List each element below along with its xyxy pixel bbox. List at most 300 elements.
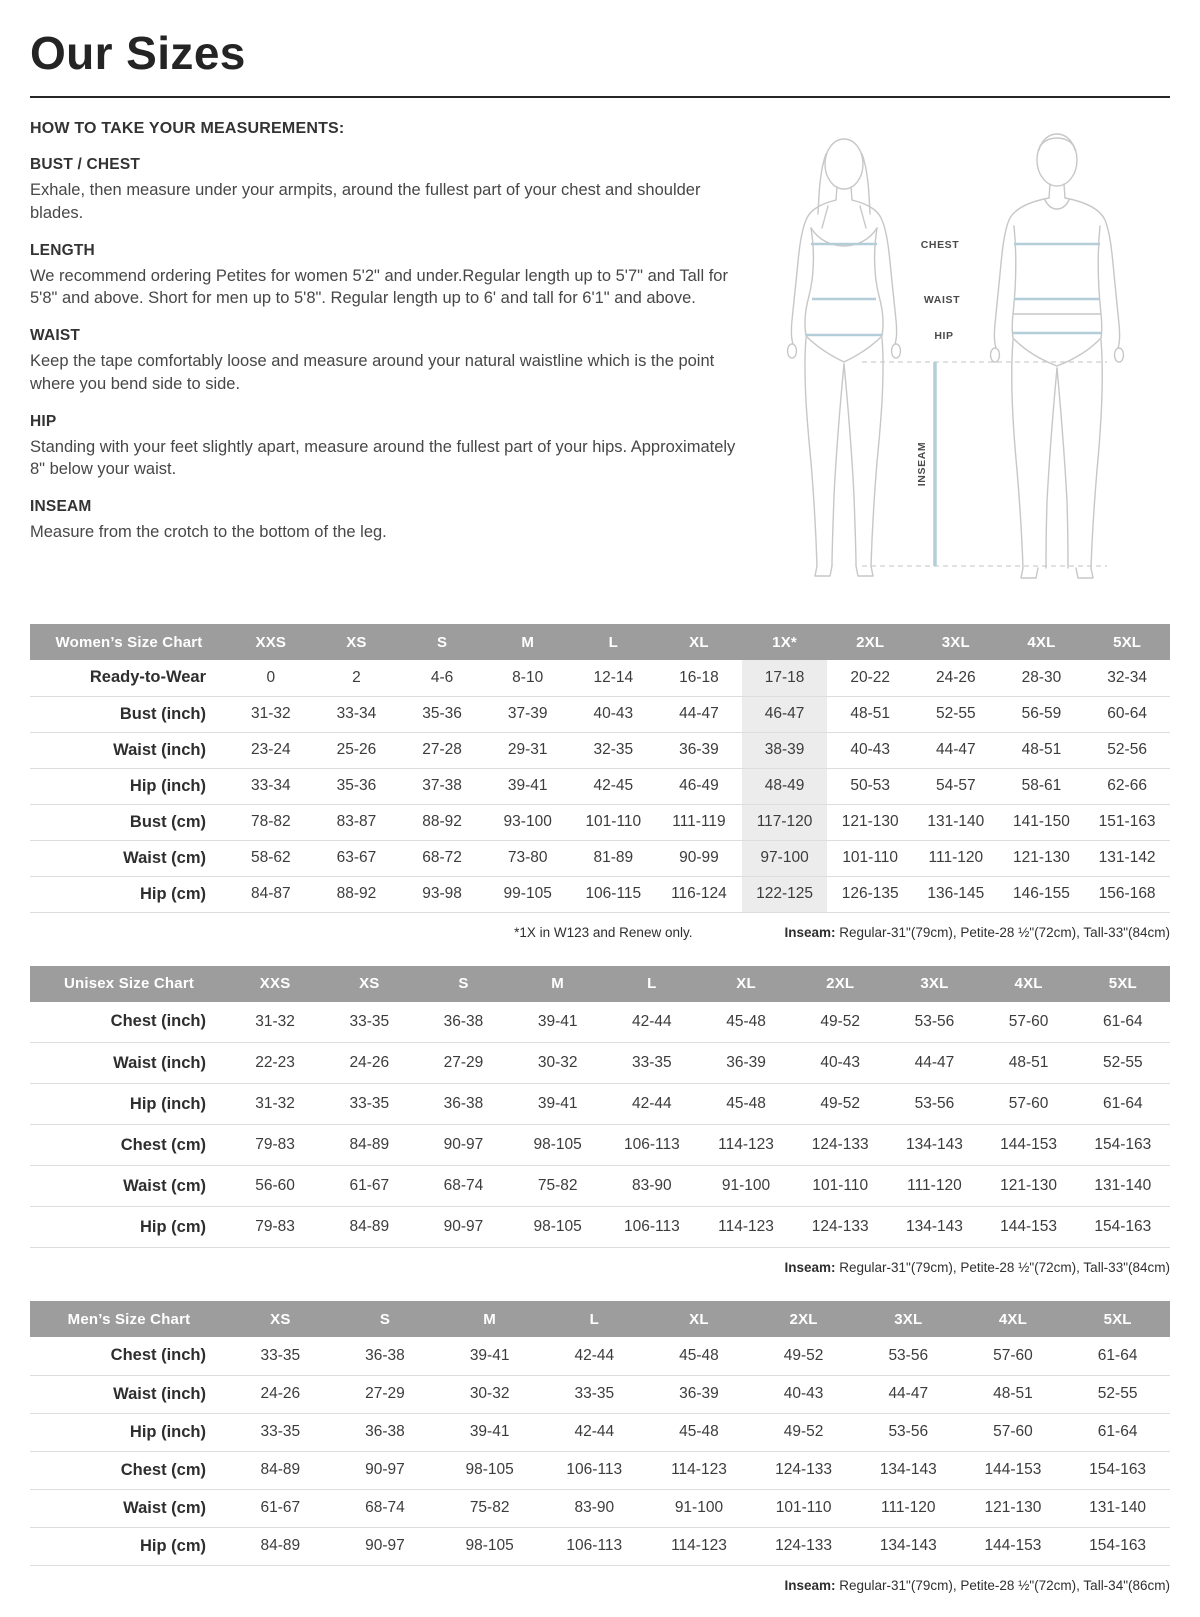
size-cell: 57-60 bbox=[1008, 1012, 1049, 1030]
size-cell: 49-52 bbox=[783, 1346, 824, 1364]
size-cell: 52-55 bbox=[1103, 1054, 1143, 1071]
inseam-footnote: Inseam: Regular-31"(79cm), Petite-28 ½"(72cm), Tall-33"(84cm) bbox=[784, 924, 1170, 940]
size-cell: 33-35 bbox=[632, 1054, 672, 1071]
size-cell: 124-133 bbox=[775, 1537, 833, 1554]
size-cell: 35-36 bbox=[422, 705, 462, 722]
size-cell: 12-14 bbox=[593, 668, 634, 686]
size-cell: 73-80 bbox=[507, 849, 548, 866]
size-cell: 45-48 bbox=[679, 1423, 719, 1440]
male-figure-outline bbox=[991, 134, 1124, 578]
size-cell: 24-26 bbox=[260, 1385, 301, 1402]
row-label: Waist (inch) bbox=[113, 1384, 206, 1403]
row-label: Waist (inch) bbox=[113, 1053, 206, 1072]
instruction-title: WAIST bbox=[30, 327, 81, 345]
size-column-header: 3XL bbox=[856, 1301, 961, 1337]
size-column-header: 4XL bbox=[999, 624, 1085, 660]
size-cell: 27-29 bbox=[365, 1385, 405, 1402]
size-cell: 88-92 bbox=[336, 885, 377, 902]
row-label: Hip (cm) bbox=[140, 1536, 206, 1555]
size-cell: 57-60 bbox=[1008, 1095, 1049, 1112]
size-cell: 42-44 bbox=[574, 1423, 615, 1440]
size-cell: 101-110 bbox=[585, 813, 642, 830]
size-column-header: 2XL bbox=[751, 1301, 856, 1337]
size-cell: 60-64 bbox=[1107, 705, 1147, 722]
size-cell: 20-22 bbox=[850, 668, 891, 686]
size-cell: 144-153 bbox=[1000, 1218, 1058, 1235]
size-cell: 124-133 bbox=[811, 1136, 869, 1153]
womens-size-chart-section bbox=[30, 624, 1170, 940]
female-figure-outline bbox=[788, 139, 901, 576]
row-label: Hip (inch) bbox=[129, 776, 206, 795]
size-column-header: XXS bbox=[228, 624, 314, 660]
size-cell: 98-105 bbox=[533, 1218, 582, 1235]
size-cell: 91-100 bbox=[721, 1177, 771, 1194]
size-cell: 126-135 bbox=[841, 885, 899, 902]
size-cell: 68-72 bbox=[422, 849, 462, 866]
size-cell: 49-52 bbox=[820, 1095, 861, 1112]
size-cell: 52-55 bbox=[935, 705, 976, 722]
size-cell: 84-87 bbox=[250, 885, 291, 902]
size-cell: 121-130 bbox=[1000, 1177, 1058, 1194]
size-cell: 29-31 bbox=[507, 741, 548, 758]
size-cell: 32-35 bbox=[593, 741, 634, 758]
size-cell: 141-150 bbox=[1012, 813, 1070, 830]
row-label: Waist (cm) bbox=[123, 848, 206, 867]
size-cell: 2 bbox=[352, 668, 361, 686]
size-cell: 54-57 bbox=[935, 777, 976, 794]
size-cell: 79-83 bbox=[255, 1218, 295, 1235]
size-cell: 84-89 bbox=[260, 1537, 301, 1554]
size-cell: 32-34 bbox=[1107, 668, 1147, 686]
table-row bbox=[30, 840, 1170, 876]
size-cell: 39-41 bbox=[537, 1012, 578, 1030]
size-column-header: 4XL bbox=[982, 966, 1076, 1002]
title-divider bbox=[30, 96, 1170, 98]
table-row bbox=[30, 804, 1170, 840]
size-cell: 31-32 bbox=[250, 705, 291, 722]
instruction-title: INSEAM bbox=[30, 498, 92, 516]
table-row bbox=[30, 1451, 1170, 1489]
size-cell: 40-43 bbox=[593, 705, 634, 722]
size-cell: 39-41 bbox=[469, 1423, 510, 1440]
size-cell: 154-163 bbox=[1094, 1218, 1152, 1235]
table-row bbox=[30, 1489, 1170, 1527]
size-cell: 134-143 bbox=[905, 1218, 963, 1235]
inseam-footnote: Inseam: Regular-31"(79cm), Petite-28 ½"(72cm), Tall-34"(86cm) bbox=[784, 1577, 1170, 1593]
size-cell: 46-49 bbox=[679, 777, 719, 794]
table-row bbox=[30, 1084, 1170, 1125]
size-cell: 57-60 bbox=[993, 1423, 1033, 1440]
size-cell: 52-56 bbox=[1107, 741, 1147, 758]
unisex-size-chart-table bbox=[30, 966, 1170, 1249]
size-cell: 25-26 bbox=[336, 741, 377, 758]
instruction-body: Standing with your feet slightly apart, measure around the fullest part of your hips. Approximately 8" below your waist. bbox=[30, 437, 736, 479]
size-cell: 134-143 bbox=[879, 1537, 937, 1554]
size-cell: 101-110 bbox=[812, 1177, 869, 1194]
size-cell: 50-53 bbox=[850, 777, 891, 794]
size-cell: 106-113 bbox=[566, 1461, 623, 1478]
size-column-header: 4XL bbox=[961, 1301, 1066, 1337]
size-column-header: XXS bbox=[228, 966, 322, 1002]
size-cell: 84-89 bbox=[349, 1136, 390, 1153]
size-cell: 4-6 bbox=[430, 668, 454, 686]
table-title: Men’s Size Chart bbox=[30, 1301, 228, 1337]
size-cell: 156-168 bbox=[1098, 885, 1156, 902]
row-label: Ready-to-Wear bbox=[89, 668, 206, 687]
instruction-title: LENGTH bbox=[30, 241, 95, 259]
size-cell: 111-120 bbox=[907, 1177, 962, 1194]
size-column-header: 3XL bbox=[913, 624, 999, 660]
size-cell: 134-143 bbox=[879, 1461, 937, 1478]
size-cell: 78-82 bbox=[250, 813, 291, 830]
size-column-header: 5XL bbox=[1065, 1301, 1170, 1337]
row-label: Hip (cm) bbox=[140, 884, 206, 903]
size-cell: 16-18 bbox=[679, 668, 719, 686]
size-cell: 39-41 bbox=[537, 1095, 578, 1112]
table-footnotes bbox=[30, 1578, 1170, 1593]
instruction-body: We recommend ordering Petites for women 5'2" and under.Regular length up to 5'7" and Tall for 5'8" and above. Short for men up to 5'8". Regular length up to 6' and tall for 6'1" and above. bbox=[30, 266, 728, 308]
row-label: Chest (cm) bbox=[120, 1460, 206, 1479]
size-cell: 35-36 bbox=[336, 777, 377, 794]
size-cell: 42-44 bbox=[632, 1012, 672, 1030]
row-label: Bust (cm) bbox=[129, 812, 206, 831]
size-column-header: M bbox=[437, 1301, 542, 1337]
measurement-instructions bbox=[30, 120, 748, 561]
size-cell: 38-39 bbox=[742, 732, 828, 768]
size-charts-container bbox=[30, 624, 1170, 1593]
size-cell: 98-105 bbox=[533, 1136, 582, 1153]
size-cell: 56-59 bbox=[1021, 705, 1062, 722]
size-cell: 106-113 bbox=[623, 1136, 680, 1153]
size-cell: 154-163 bbox=[1089, 1461, 1147, 1478]
size-cell: 33-35 bbox=[574, 1385, 615, 1402]
size-column-header: M bbox=[511, 966, 605, 1002]
size-column-header: L bbox=[605, 966, 699, 1002]
instruction-waist bbox=[30, 327, 748, 396]
mens-size-chart-section bbox=[30, 1301, 1170, 1593]
size-cell: 36-38 bbox=[443, 1012, 484, 1030]
size-cell: 45-48 bbox=[679, 1346, 719, 1364]
size-cell: 36-38 bbox=[365, 1346, 405, 1364]
size-cell: 134-143 bbox=[905, 1136, 963, 1153]
table-row bbox=[30, 1337, 1170, 1375]
size-column-header: 1X* bbox=[742, 624, 828, 660]
size-cell: 114-123 bbox=[718, 1136, 774, 1153]
size-column-header: 2XL bbox=[793, 966, 887, 1002]
size-column-header: L bbox=[571, 624, 657, 660]
size-cell: 122-125 bbox=[742, 876, 828, 912]
row-label: Chest (inch) bbox=[110, 1346, 206, 1365]
size-cell: 154-163 bbox=[1094, 1136, 1152, 1153]
size-cell: 8-10 bbox=[512, 668, 544, 686]
size-column-header: XS bbox=[322, 966, 416, 1002]
size-cell: 61-67 bbox=[349, 1177, 390, 1194]
table-title: Women’s Size Chart bbox=[30, 624, 228, 660]
instruction-title: HIP bbox=[30, 412, 57, 430]
size-cell: 106-113 bbox=[623, 1218, 680, 1235]
size-cell: 36-39 bbox=[679, 741, 719, 758]
size-cell: 154-163 bbox=[1089, 1537, 1147, 1554]
size-cell: 84-89 bbox=[260, 1461, 301, 1478]
size-cell: 124-133 bbox=[775, 1461, 833, 1478]
size-cell: 84-89 bbox=[349, 1218, 390, 1235]
size-cell: 48-51 bbox=[1008, 1054, 1049, 1071]
table-row bbox=[30, 1043, 1170, 1084]
size-cell: 90-99 bbox=[679, 849, 719, 866]
size-cell: 22-23 bbox=[255, 1054, 295, 1071]
row-label: Chest (cm) bbox=[120, 1135, 206, 1154]
size-cell: 33-35 bbox=[260, 1346, 301, 1364]
size-column-header: XS bbox=[228, 1301, 333, 1337]
size-cell: 131-140 bbox=[927, 813, 985, 830]
size-cell: 121-130 bbox=[841, 813, 899, 830]
size-cell: 36-39 bbox=[726, 1054, 766, 1071]
size-cell: 90-97 bbox=[443, 1136, 484, 1153]
size-cell: 81-89 bbox=[593, 849, 634, 866]
size-cell: 83-90 bbox=[632, 1177, 672, 1194]
size-cell: 114-123 bbox=[718, 1218, 774, 1235]
size-cell: 90-97 bbox=[365, 1461, 405, 1478]
size-cell: 42-44 bbox=[574, 1346, 615, 1364]
size-cell: 58-62 bbox=[250, 849, 291, 866]
size-column-header: 3XL bbox=[887, 966, 981, 1002]
size-column-header: XL bbox=[699, 966, 793, 1002]
size-cell: 106-115 bbox=[585, 885, 642, 902]
row-label: Chest (inch) bbox=[110, 1012, 206, 1031]
size-cell: 33-35 bbox=[349, 1095, 390, 1112]
instruction-body: Exhale, then measure under your armpits, around the fullest part of your chest and shoulder blades. bbox=[30, 181, 701, 222]
table-row bbox=[30, 1125, 1170, 1166]
instruction-title: BUST / CHEST bbox=[30, 156, 141, 173]
row-label: Waist (cm) bbox=[123, 1498, 206, 1517]
size-cell: 33-34 bbox=[250, 777, 291, 794]
size-column-header: 2XL bbox=[827, 624, 913, 660]
size-cell: 49-52 bbox=[820, 1012, 861, 1030]
size-cell: 98-105 bbox=[465, 1537, 514, 1554]
size-cell: 93-100 bbox=[503, 813, 552, 830]
size-cell: 144-153 bbox=[984, 1461, 1042, 1478]
size-cell: 124-133 bbox=[811, 1218, 869, 1235]
size-column-header: L bbox=[542, 1301, 647, 1337]
instruction-body: Keep the tape comfortably loose and measure around your natural waistline which is the point where you bend side to side. bbox=[30, 352, 715, 393]
size-cell: 17-18 bbox=[742, 660, 828, 696]
size-cell: 27-29 bbox=[443, 1054, 484, 1071]
size-cell: 106-113 bbox=[566, 1537, 623, 1554]
size-cell: 53-56 bbox=[914, 1012, 955, 1030]
inseam-label: INSEAM bbox=[916, 441, 928, 487]
row-label: Hip (inch) bbox=[129, 1422, 206, 1441]
size-cell: 33-35 bbox=[260, 1423, 301, 1440]
size-column-header: XS bbox=[314, 624, 400, 660]
size-cell: 114-123 bbox=[671, 1461, 727, 1478]
size-cell: 36-39 bbox=[679, 1385, 719, 1402]
size-cell: 42-44 bbox=[632, 1095, 672, 1112]
size-cell: 61-64 bbox=[1103, 1095, 1143, 1112]
instruction-inseam bbox=[30, 498, 748, 544]
size-cell: 116-124 bbox=[671, 885, 727, 902]
size-cell: 61-64 bbox=[1103, 1012, 1143, 1030]
page-title: Our Sizes bbox=[30, 27, 246, 79]
size-column-header: S bbox=[399, 624, 485, 660]
size-cell: 37-38 bbox=[422, 777, 462, 794]
table-row bbox=[30, 732, 1170, 768]
size-cell: 111-120 bbox=[928, 849, 984, 866]
size-cell: 39-41 bbox=[507, 777, 548, 794]
inseam-footnote: Inseam: Regular-31"(79cm), Petite-28 ½"(72cm), Tall-33"(84cm) bbox=[784, 1260, 1170, 1275]
size-cell: 131-140 bbox=[1089, 1499, 1147, 1516]
top-section bbox=[30, 120, 1170, 594]
size-cell: 52-55 bbox=[1097, 1385, 1138, 1402]
size-cell: 144-153 bbox=[1000, 1136, 1058, 1153]
row-label: Hip (cm) bbox=[140, 1217, 206, 1236]
size-cell: 33-35 bbox=[349, 1012, 390, 1030]
size-cell: 44-47 bbox=[679, 705, 719, 722]
size-cell: 62-66 bbox=[1107, 777, 1147, 794]
size-cell: 111-120 bbox=[880, 1499, 936, 1516]
mens-size-chart-table bbox=[30, 1301, 1170, 1566]
size-cell: 131-142 bbox=[1098, 849, 1156, 866]
table-footnotes bbox=[30, 925, 1170, 940]
footnote-asterisk-note: *1X in W123 and Renew only. bbox=[514, 924, 693, 940]
size-cell: 61-64 bbox=[1097, 1423, 1138, 1440]
size-column-header: 5XL bbox=[1084, 624, 1170, 660]
size-cell: 83-90 bbox=[574, 1499, 615, 1516]
size-cell: 63-67 bbox=[336, 849, 377, 866]
size-cell: 37-39 bbox=[507, 705, 548, 722]
size-cell: 30-32 bbox=[537, 1054, 578, 1071]
row-label: Hip (inch) bbox=[129, 1094, 206, 1113]
size-cell: 75-82 bbox=[469, 1499, 510, 1516]
size-cell: 31-32 bbox=[255, 1095, 295, 1112]
table-row bbox=[30, 696, 1170, 732]
size-cell: 93-98 bbox=[422, 885, 462, 902]
size-cell: 68-74 bbox=[443, 1177, 484, 1194]
size-cell: 48-51 bbox=[1021, 741, 1062, 758]
size-cell: 45-48 bbox=[726, 1012, 766, 1030]
table-row bbox=[30, 768, 1170, 804]
size-cell: 33-34 bbox=[336, 705, 377, 722]
table-row bbox=[30, 1166, 1170, 1207]
table-row bbox=[30, 1413, 1170, 1451]
size-cell: 91-100 bbox=[674, 1499, 724, 1516]
size-column-header: M bbox=[485, 624, 571, 660]
size-cell: 68-74 bbox=[365, 1499, 405, 1516]
size-cell: 30-32 bbox=[469, 1385, 510, 1402]
unisex-size-chart-section bbox=[30, 966, 1170, 1276]
size-cell: 45-48 bbox=[726, 1095, 766, 1112]
table-row bbox=[30, 660, 1170, 696]
table-footnotes bbox=[30, 1260, 1170, 1275]
table-row bbox=[30, 876, 1170, 912]
size-cell: 58-61 bbox=[1021, 777, 1062, 794]
row-label: Waist (inch) bbox=[113, 740, 206, 759]
size-cell: 83-87 bbox=[336, 813, 377, 830]
size-cell: 101-110 bbox=[842, 849, 899, 866]
table-row bbox=[30, 1527, 1170, 1565]
size-cell: 40-43 bbox=[850, 741, 891, 758]
size-column-header: S bbox=[416, 966, 510, 1002]
table-row bbox=[30, 1207, 1170, 1248]
size-cell: 0 bbox=[266, 668, 276, 686]
size-cell: 42-45 bbox=[593, 777, 634, 794]
size-cell: 36-38 bbox=[443, 1095, 484, 1112]
size-cell: 24-26 bbox=[349, 1054, 390, 1071]
size-cell: 75-82 bbox=[537, 1177, 578, 1194]
size-cell: 40-43 bbox=[783, 1385, 824, 1402]
instruction-body: Measure from the crotch to the bottom of the leg. bbox=[30, 523, 387, 542]
size-column-header: XL bbox=[656, 624, 742, 660]
size-cell: 117-120 bbox=[742, 804, 828, 840]
hip-label: HIP bbox=[934, 330, 954, 342]
size-cell: 44-47 bbox=[888, 1385, 929, 1402]
size-cell: 99-105 bbox=[503, 885, 552, 902]
size-cell: 144-153 bbox=[984, 1537, 1042, 1554]
row-label: Waist (cm) bbox=[123, 1176, 206, 1195]
size-cell: 136-145 bbox=[927, 885, 985, 902]
size-cell: 49-52 bbox=[783, 1423, 824, 1440]
size-cell: 57-60 bbox=[993, 1346, 1033, 1364]
size-cell: 48-51 bbox=[850, 705, 891, 722]
size-cell: 28-30 bbox=[1021, 668, 1062, 686]
size-cell: 23-24 bbox=[250, 741, 291, 758]
size-cell: 88-92 bbox=[422, 813, 462, 830]
size-cell: 79-83 bbox=[255, 1136, 295, 1153]
instruction-bust-chest bbox=[30, 156, 748, 225]
womens-size-chart-table bbox=[30, 624, 1170, 913]
size-cell: 44-47 bbox=[935, 741, 976, 758]
size-cell: 121-130 bbox=[1012, 849, 1070, 866]
size-cell: 53-56 bbox=[888, 1346, 929, 1364]
size-cell: 48-51 bbox=[993, 1385, 1033, 1402]
size-cell: 36-38 bbox=[365, 1423, 405, 1440]
size-cell: 98-105 bbox=[465, 1461, 514, 1478]
instruction-hip bbox=[30, 413, 748, 482]
body-figures-illustration bbox=[762, 122, 1162, 594]
instruction-length bbox=[30, 242, 748, 311]
chest-label: CHEST bbox=[920, 239, 960, 251]
size-cell: 39-41 bbox=[469, 1346, 510, 1364]
size-cell: 46-47 bbox=[742, 696, 828, 732]
size-cell: 61-64 bbox=[1097, 1346, 1138, 1364]
size-cell: 56-60 bbox=[255, 1177, 295, 1194]
waist-label: WAIST bbox=[923, 294, 961, 306]
size-cell: 24-26 bbox=[935, 668, 976, 686]
size-cell: 151-163 bbox=[1098, 813, 1156, 830]
measurement-diagram bbox=[762, 120, 1170, 594]
instructions-heading: HOW TO TAKE YOUR MEASUREMENTS: bbox=[30, 120, 345, 137]
size-cell: 111-119 bbox=[672, 813, 726, 830]
size-cell: 31-32 bbox=[255, 1012, 295, 1030]
table-title: Unisex Size Chart bbox=[30, 966, 228, 1002]
size-cell: 90-97 bbox=[443, 1218, 484, 1235]
size-cell: 61-67 bbox=[260, 1499, 301, 1516]
size-cell: 44-47 bbox=[914, 1054, 955, 1071]
size-cell: 146-155 bbox=[1012, 885, 1070, 902]
size-cell: 101-110 bbox=[775, 1499, 832, 1516]
size-column-header: XL bbox=[647, 1301, 752, 1337]
size-cell: 40-43 bbox=[820, 1054, 861, 1071]
size-cell: 97-100 bbox=[742, 840, 828, 876]
size-cell: 121-130 bbox=[984, 1499, 1042, 1516]
size-cell: 27-28 bbox=[422, 741, 462, 758]
size-cell: 48-49 bbox=[742, 768, 828, 804]
table-row bbox=[30, 1002, 1170, 1043]
size-cell: 131-140 bbox=[1094, 1177, 1152, 1194]
table-row bbox=[30, 1375, 1170, 1413]
size-column-header: S bbox=[333, 1301, 438, 1337]
size-cell: 114-123 bbox=[671, 1537, 727, 1554]
size-cell: 53-56 bbox=[914, 1095, 955, 1112]
